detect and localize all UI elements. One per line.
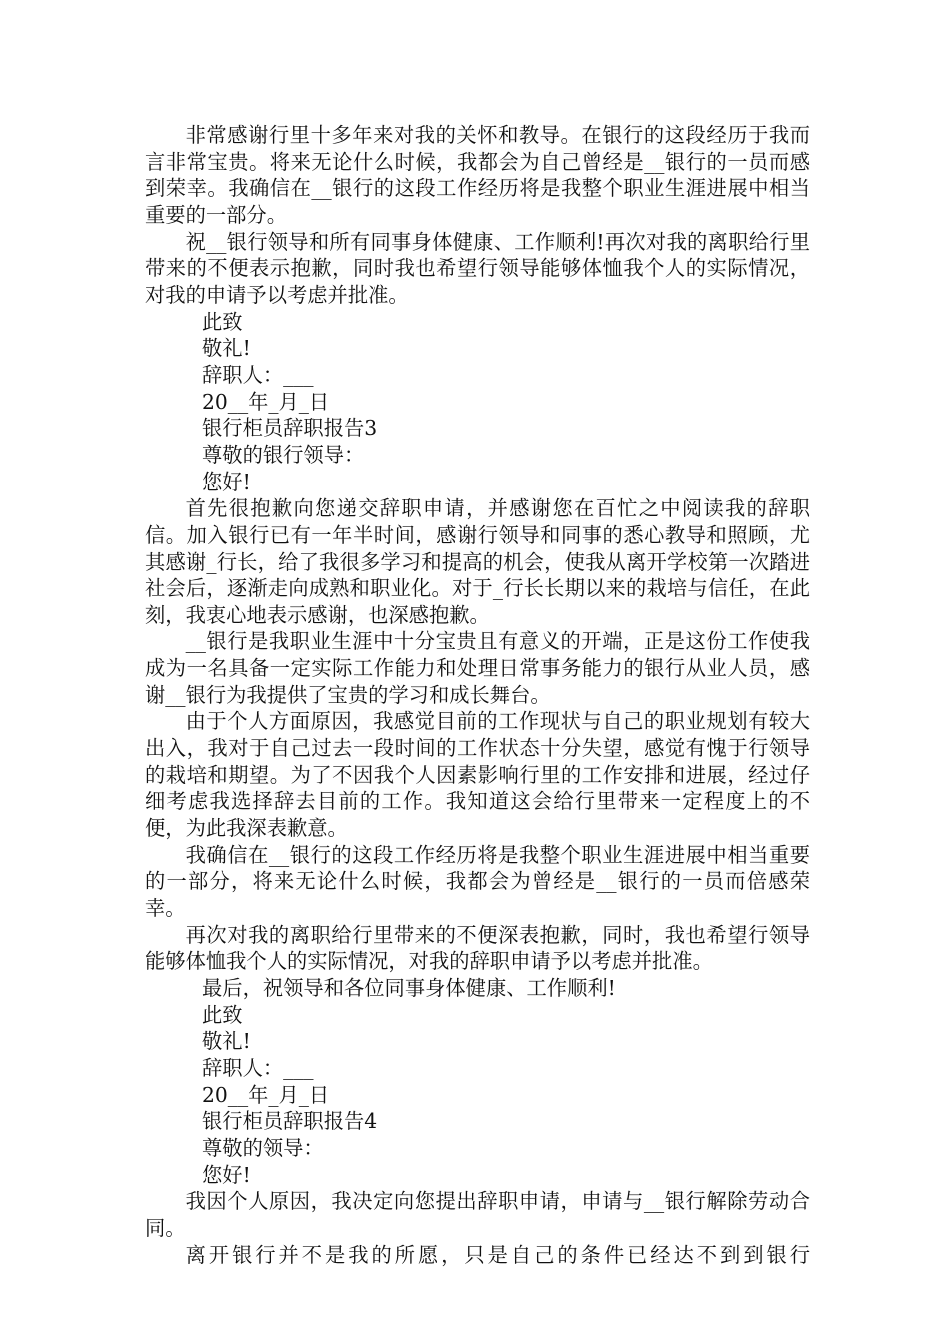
signature-date: 20__年_月_日 [202,389,330,414]
signature-date: 20__年_月_日 [202,1082,330,1107]
salutation: 尊敬的银行领导： [202,442,365,467]
signature-resigner: 辞职人：___ [202,1055,314,1080]
paragraph-request: 再次对我的离职给行里带来的不便深表抱歉，同时，我也希望行领导能够体恤我个人的实际情况，对我的辞职申请予以考虑并批准。 [145,922,810,974]
closing-jingli: 敬礼! [202,336,251,361]
paragraph-decision: 我因个人原因，我决定向您提出辞职申请，申请与__银行解除劳动合同。 [145,1189,810,1240]
paragraph-wishes: 祝__银行领导和所有同事身体健康、工作顺利!再次对我的离职给行里带来的不便表示抱歉，同时我也希望行领导能够体恤我个人的实际情况，对我的申请予以考虑并批准。 [145,229,810,307]
section-heading-3: 银行柜员辞职报告3 [202,416,378,441]
paragraph-experience: 我确信在__银行的这段工作经历将是我整个职业生涯进展中相当重要的一部分，将来无论什么时候，我都会为曾经是__银行的一员而倍感荣幸。 [145,842,810,921]
paragraph-gratitude: 非常感谢行里十多年来对我的关怀和教导。在银行的这段经历于我而言非常宝贵。将来无论什么时候，我都会为自己曾经是__银行的一员而感到荣幸。我确信在__银行的这段工作经历将是我整个职业生涯进展中相当重要的一部分。 [145,123,810,227]
greeting: 您好! [202,469,251,494]
paragraph-apology: 首先很抱歉向您递交辞职申请，并感谢您在百忙之中阅读我的辞职信。加入银行已有一年半时间，感谢行领导和同事的悉心教导和照顾，尤其感谢_行长，给了我很多学习和提高的机会，使我从离开学校第一次踏进社会后，逐渐走向成熟和职业化。对于_行长长期以来的栽培与信任，在此刻，我衷心地表示感谢，也深感抱歉。 [145,496,810,627]
closing-jingli: 敬礼! [202,1029,251,1054]
closing-cizhi: 此致 [202,1002,243,1027]
closing-wishes: 最后，祝领导和各位同事身体健康、工作顺利! [202,976,616,1000]
paragraph-reasons: 由于个人方面原因，我感觉目前的工作现状与自己的职业规划有较大出入，我对于自己过去一段时间的工作状态十分失望，感觉有愧于行领导的栽培和期望。为了不因我个人因素影响行里的工作安排和进展，经过仔细考虑我选择辞去目前的工作。我知道这会给行里带来一定程度上的不便，为此我深表歉意。 [145,709,810,841]
signature-resigner: 辞职人：___ [202,362,314,387]
paragraph-career-start: __银行是我职业生涯中十分宝贵且有意义的开端，正是这份工作使我成为一名具备一定实际工作能力和处理日常事务能力的银行从业人员，感谢__银行为我提供了宝贵的学习和成长舞台。 [145,629,810,707]
closing-cizhi: 此致 [202,309,243,334]
greeting: 您好! [202,1162,251,1187]
paragraph-truncated: 离开银行并不是我的所愿，只是自己的条件已经达不到到银行 [185,1242,810,1267]
section-heading-4: 银行柜员辞职报告4 [202,1109,378,1134]
salutation: 尊敬的领导： [202,1135,324,1160]
document-body [145,122,810,1268]
